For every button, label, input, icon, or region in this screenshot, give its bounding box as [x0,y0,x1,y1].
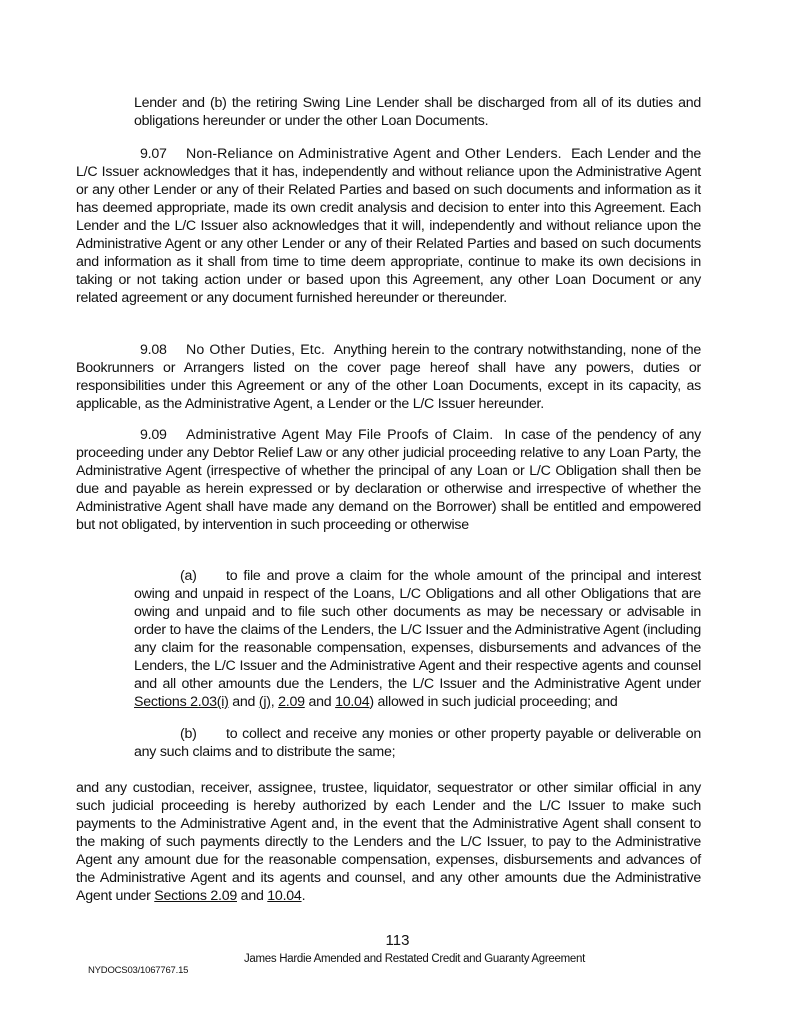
clause-text: to collect and receive any monies or other property payable or deliverable on any such claims and to distribute the same; [134,726,701,760]
cross-reference-link[interactable]: Sections 2.09 [154,888,237,904]
section-number: 9.07 [140,146,167,162]
clause-label: (a) [180,568,197,584]
cross-reference-link[interactable]: 2.09 [278,694,305,710]
document-id: NYDOCS03/1067767.15 [88,965,189,976]
clause-text: and [228,694,259,710]
paragraph-text: and any custodian, receiver, assignee, trustee, liquidator, sequestrator or other similar official in any such judicial proceeding is hereby authorized by each Lender and the L/C Issuer to make such payments to the Administrative Agent and, in the event that the Administrative Agent shall consent to the making of such payments directly to the Lenders and the L/C Issuer, to pay to the Administrative Agent any amount due for the reasonable compensation, expenses, disbursements and advances of the Administrative Agent and its agents and counsel, and any other amounts due the Administrative Agent under [76,780,701,904]
section-body: Anything herein to the contrary notwithstanding, none of the Bookrunners or Arrangers listed on the cover page hereof shall have any powers, duties or responsibilities under this Agreement or any of the other Loan Documents, except in its capacity, as applicable, as the Administrative Agent, a Lender or the L/C Issuer hereunder. [76,342,702,412]
clause-text: , [270,694,279,710]
clause-label: (b) [180,726,197,742]
clause-text: to file and prove a claim for the whole amount of the principal and interest owing and unpaid in respect of the Loans, L/C Obligations and all other Obligations that are owing and unpaid and to file such other documents as may be necessary or advisable in order to have the claims of the Lenders, the L/C Issuer and the Administrative Agent (including any claim for the reasonable compensation, expenses, disbursements and advances of the Lenders, the L/C Issuer and the Administrative Agent and their respective agents and counsel and all other amounts due the Lenders, the L/C Issuer and the Administrative Agent under [134,568,701,692]
section-9-08 [76,341,701,413]
clause-b [134,725,701,761]
cross-reference-link[interactable]: (j) [258,694,271,710]
clause-a [134,567,701,711]
clause-text: ) allowed in such judicial proceeding; and [369,694,618,710]
section-heading: Non-Reliance on Administrative Agent and Other Lenders. [186,146,562,162]
section-body: Each Lender and the L/C Issuer acknowledges that it has, independently and without reliance upon the Administrative Agent or any other Lender or any of their Related Parties and based on such documents and information as it has deemed appropriate, made its own credit analysis and decision to enter into this Agreement. Each Lender and the L/C Issuer also acknowledges that it will, independently and without reliance upon the Administrative Agent or any other Lender or any of their Related Parties and based on such documents and information as it shall from time to time deem appropriate, continue to make its own decisions in taking or not taking action under or based upon this Agreement, any other Loan Document or any related agreement or any document furnished hereunder or thereunder. [76,146,701,306]
cross-reference-link[interactable]: 10.04 [267,888,302,904]
section-heading: Administrative Agent May File Proofs of Claim. [186,427,494,443]
paragraph-text: . [301,888,306,904]
section-heading: No Other Duties, Etc. [186,342,326,358]
cross-reference-link[interactable]: Sections 2.03(i) [134,694,229,710]
page-number: 113 [385,932,410,949]
final-paragraph [76,779,701,905]
section-9-09 [76,426,701,534]
section-body: In case of the pendency of any proceeding under any Debtor Relief Law or any other judicial proceeding relative to any Loan Party, the Administrative Agent (irrespective of whether the principal of any Loan or L/C Obligation shall then be due and payable as herein expressed or by declaration or otherwise and irrespective of whether the Administrative Agent shall have made any demand on the Borrower) shall be entitled and empowered but not obligated, by intervention in such proceeding or otherwise [76,427,701,533]
continuation-paragraph: Lender and (b) the retiring Swing Line Lender shall be discharged from all of its duties and obligations hereunder or under the other Loan Documents. [134,95,701,129]
section-number: 9.09 [140,427,167,443]
footer-title: James Hardie Amended and Restated Credit and Guaranty Agreement [243,953,585,965]
section-number: 9.08 [140,342,167,358]
cross-reference-link[interactable]: 10.04 [335,694,370,710]
section-9-07 [76,145,701,307]
clause-text: and [304,694,336,710]
paragraph-text: and [236,888,268,904]
